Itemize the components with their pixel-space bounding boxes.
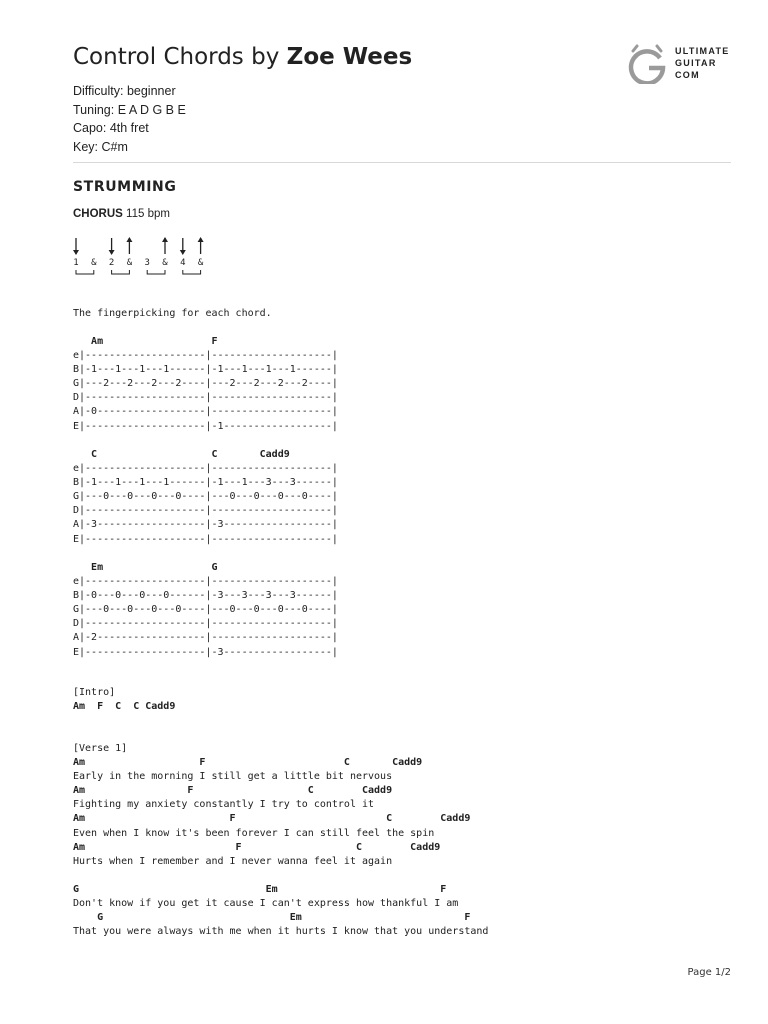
difficulty: Difficulty: beginner [73,84,176,98]
header-divider [73,162,731,163]
tab-line: G|---0---0---0---0----|---0---0---0---0----| [73,604,338,616]
strum-count-label: & [91,258,97,268]
section-label-intro: [Intro] [73,687,116,698]
lyric-line: Early in the morning I still get a little bit nervous [73,771,393,783]
tab-chords[interactable]: C C Cadd9 [73,449,290,460]
song-meta [73,82,186,156]
up-stroke-arrow-icon [162,237,168,254]
tab-line: E|--------------------|-3------------------| [73,646,338,658]
tab-line: G|---2---2---2---2----|---2---2---2---2----| [73,378,338,390]
logo-line-2: GUITAR [675,58,717,68]
chord-line[interactable]: Am F C C Cadd9 [73,701,176,713]
up-stroke-arrow-icon [198,237,204,254]
section-label-verse-1: [Verse 1] [73,743,128,754]
tab-line: e|--------------------|--------------------| [73,463,338,475]
key: Key: C#m [73,139,128,154]
down-stroke-arrow-icon [109,238,115,255]
chord-line[interactable]: Am F C Cadd9 [73,757,423,769]
title-prefix: Control Chords by [73,44,287,70]
tab-line: D|--------------------|--------------------| [73,505,338,517]
beat-bracket [112,270,130,274]
artist-name[interactable]: Zoe Wees [286,44,413,70]
chord-line[interactable]: G Em F [73,883,447,895]
tab-line: D|--------------------|--------------------| [73,392,338,404]
tab-block-2 [73,448,338,547]
strum-count-label: 1 [73,258,79,268]
tab-line: G|---0---0---0---0----|---0---0---0---0----| [73,491,338,503]
lyric-line: Don't know if you get it cause I can't express how thankful I am [73,898,459,910]
strumming-heading: STRUMMING [73,179,177,195]
tab-line: B|-1---1---1---1------|-1---1---3---3------| [73,477,338,489]
strum-pattern [68,234,218,278]
up-stroke-arrow-icon [126,237,132,254]
tab-chords[interactable]: Em G [73,562,218,573]
tab-block-3 [73,561,338,660]
chord-line[interactable]: Am F C Cadd9 [73,785,393,797]
verse-1-section [73,742,488,939]
down-stroke-arrow-icon [73,238,79,255]
chord-line[interactable]: Am F C Cadd9 [73,841,441,853]
strumming-part-name: CHORUS [73,208,123,220]
logo-line-1: ULTIMATE [675,46,730,56]
strum-count-label: 2 [108,258,115,268]
ultimate-guitar-logo[interactable] [627,44,737,84]
tab-block-1 [73,335,338,434]
strum-count-label: & [126,258,133,268]
beat-bracket [183,270,201,274]
lyric-line: Even when I know it's been forever I can still feel the spin [73,827,435,839]
tab-line: e|--------------------|--------------------| [73,350,338,362]
lyric-line: Fighting my anxiety constantly I try to control it [73,799,375,811]
strum-count-label: & [162,258,168,268]
strumming-bpm: 115 bpm [126,208,170,220]
tab-line: A|-0------------------|--------------------| [73,406,338,418]
lyric-line: That you were always with me when it hurts I know that you understand [73,926,489,938]
page-number: Page 1/2 [687,967,731,978]
song-title [73,44,412,70]
tab-line: e|--------------------|--------------------| [73,576,338,588]
lyric-line: Hurts when I remember and I never wanna feel it again [73,855,393,867]
strumming-part [73,208,170,220]
ultimate-guitar-logo-icon [627,44,667,84]
tab-line: B|-0---0---0---0------|-3---3---3---3------| [73,590,338,602]
strum-count-label: 4 [180,258,186,268]
intro-note: The fingerpicking for each chord. [73,308,272,319]
logo-wordmark [675,45,730,81]
chord-line[interactable]: Am F C Cadd9 [73,813,471,825]
tuning: Tuning: E A D G B E [73,102,186,117]
capo: Capo: 4th fret [73,121,149,136]
beat-bracket [76,270,94,274]
tab-line: A|-2------------------|--------------------| [73,632,338,644]
strum-count-label: 3 [144,258,150,268]
tab-line: B|-1---1---1---1------|-1---1---1---1------| [73,364,338,376]
tab-line: E|--------------------|-1------------------| [73,420,338,432]
beat-bracket [147,270,165,274]
chord-line[interactable]: G Em F [73,912,471,924]
tab-line: D|--------------------|--------------------| [73,618,338,630]
tab-line: A|-3------------------|-3------------------| [73,519,338,531]
tab-line: E|--------------------|--------------------| [73,533,338,545]
down-stroke-arrow-icon [180,238,186,255]
intro-section [73,686,175,714]
logo-line-3: COM [675,70,700,80]
strum-count-label: & [197,258,204,268]
tab-chords[interactable]: Am F [73,336,218,347]
